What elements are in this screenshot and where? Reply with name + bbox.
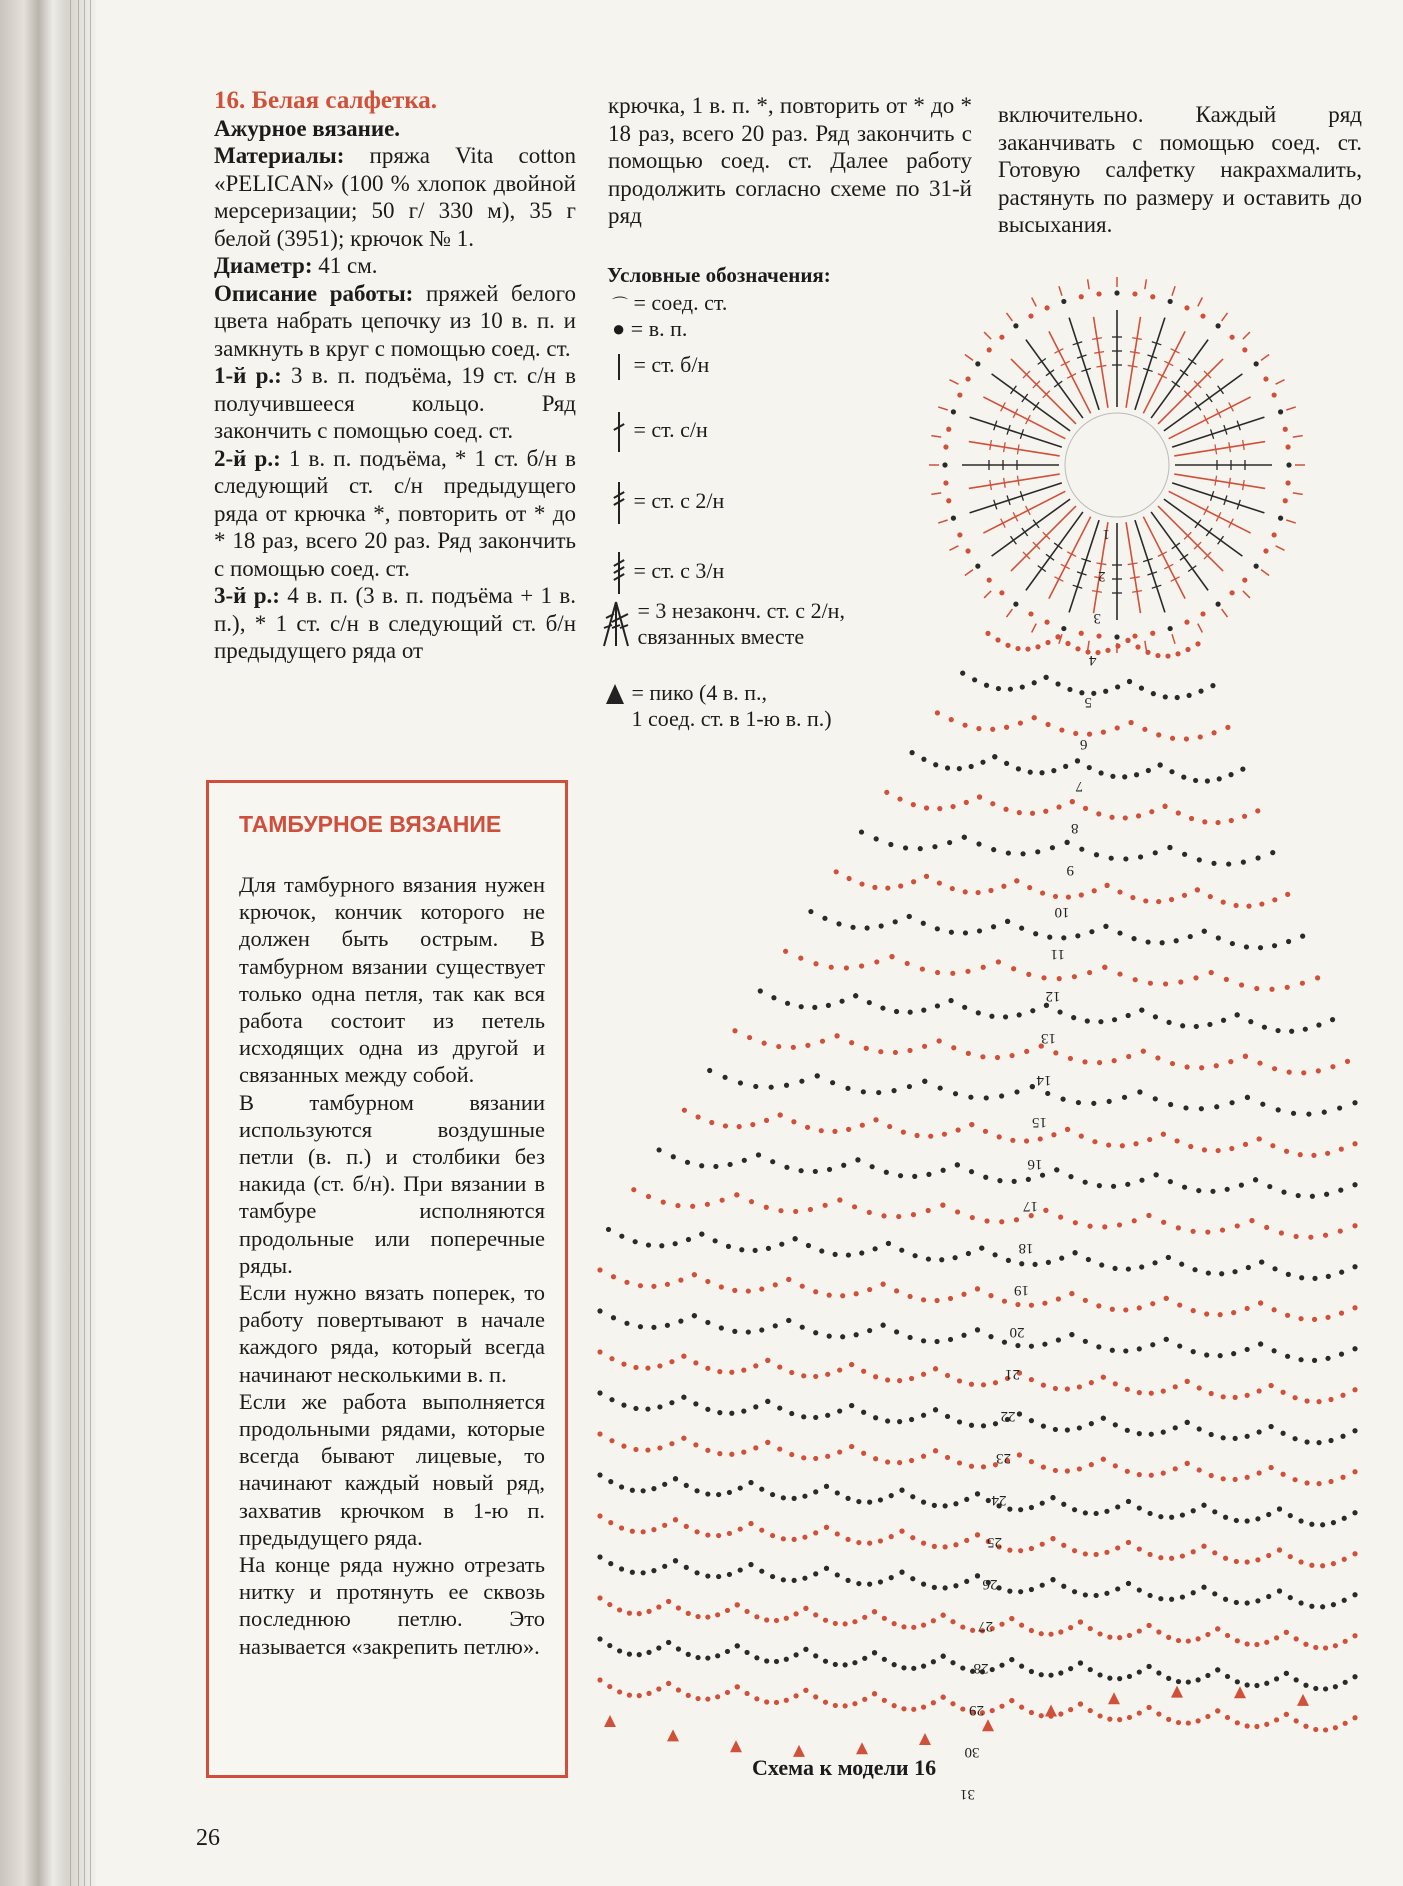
slip-stitch-icon: ⌒ [612,297,629,314]
column3-text: включительно. Каждый ряд заканчивать с помощью соед. ст. Готовую салфетку накрахмалить, растянуть по размеру и оставить до высыхания. [998,102,1362,237]
row-number-label: 25 [987,1534,1002,1550]
legend-title: Условные обозначения: [607,263,831,287]
row-number-label: 18 [1018,1240,1034,1256]
legend-item: = 3 незаконч. ст. с 2/н, связанных вместе [600,598,845,650]
row-number-label: 28 [973,1660,989,1676]
row2-text: 1 в. п. подъёма, * 1 ст. б/н в следующий ст. с/н предыдущего ряда от крючка *, повторить от * до * 18 раз, всего 20 раз. Ряд закончить с помощью соед. ст. [214,445,576,581]
row-number-label: 7 [1075,778,1083,794]
sidebar-paragraph: Если же работа выполняется продольными рядами, которые всегда бывают лицевые, то начинают каждый новый ряд, захватив крючком в 1-ю п. предыдущего ряда. [239,1388,545,1550]
legend-item: = пико (4 в. п., 1 соед. ст. в 1-ю в. п.) [604,680,832,732]
row-number-label: 31 [960,1786,975,1802]
row-number-label: 14 [1036,1072,1052,1088]
row-number-label: 21 [1005,1366,1020,1382]
row-number-label: 20 [1009,1324,1025,1340]
materials-text: пряжа Vita cotton «PELICAN» (100 % хлопок двойной мерсеризации; 50 г/ 330 м), 35 г белой (3951); крючок № 1. [214,143,576,251]
row-number-label: 23 [996,1450,1011,1466]
chain-stitch-icon: ● [612,316,626,341]
article-subtitle: Ажурное вязание. [214,115,401,141]
sidebar-paragraph: Если нужно вязать поперек, то работу повертывают в начале каждого ряда, который всегда начинают несколькими в. п. [239,1280,545,1387]
sidebar-paragraph: На конце ряда нужно отрезать нитку и протянуть ее сквозь последнюю петлю. Это называется «закрепить петлю». [239,1552,545,1659]
row-number-label: 6 [1080,736,1088,752]
row3-label: 3-й р.: [214,583,280,608]
description-label: Описание работы: [214,280,414,306]
legend-item: = ст. с 2/н [612,482,724,524]
row-number-label: 10 [1054,904,1070,920]
article-title: 16. Белая салфетка. [214,87,438,114]
sidebar-paragraph: Для тамбурного вязания нужен крючок, кончик которого не должен быть острым. В тамбурном вязании существует только одна петля, так как вся работа состоит из петель исходящих одна из другой и связанных между собой. [239,872,545,1088]
sidebar-title: ТАМБУРНОЕ ВЯЗАНИЕ [239,811,502,837]
row-number-label: 2 [1098,568,1106,584]
materials-label: Материалы: [214,143,345,168]
row-number-label: 22 [1000,1408,1016,1424]
row-number-label: 3 [1093,610,1101,626]
row-number-label: 26 [982,1576,998,1592]
description-text: пряжей белого цвета набрать цепочку из 10 в. п. и замкнуть в круг с помощью соед. ст. [214,280,576,361]
diameter-label: Диаметр: [214,253,313,278]
legend-item: ● = в. п. [612,316,688,341]
row-number-label: 8 [1071,820,1079,836]
row-number-label: 13 [1041,1030,1056,1046]
row-number-label: 4 [1089,652,1097,668]
column2-text: крючка, 1 в. п. *, повторить от * до * 18 раз, всего 20 раз. Ряд закончить с помощью соед. ст. Далее работу продолжить согласно схеме по 31-й ряд [608,93,972,228]
row-number-label: 27 [978,1618,993,1634]
row-number-label: 16 [1027,1156,1043,1172]
row-number-label: 11 [1050,946,1065,962]
diameter-text: 41 см. [318,253,378,278]
diagram-rows [597,631,1357,1757]
legend-item: = ст. с/н [612,412,708,452]
diagram-caption: Схема к модели 16 [752,1755,937,1780]
legend-item: = ст. б/н [612,352,709,380]
row-number-label: 15 [1032,1114,1047,1130]
diagram-center-circle [929,277,1305,653]
row1-label: 1-й р.: [214,363,282,388]
row1-text: 3 в. п. подъёма, 19 ст. с/н в получившееся кольцо. Ряд закончить с помощью соед. ст. [214,363,577,443]
legend-item: ⌒ = соед. ст. [612,290,728,315]
row-number-label: 12 [1045,988,1061,1004]
page-number: 26 [196,1825,220,1851]
row-number-label: 1 [1102,526,1110,542]
row-number-label: 29 [969,1702,984,1718]
row-number-label: 19 [1014,1282,1029,1298]
row2-label: 2-й р.: [214,445,281,471]
row3-text: 4 в. п. (3 в. п. подъёма + 1 в. п.), * 1 ст. с/н в следующий ст. б/н предыдущего ряда от [214,583,576,663]
row-number-label: 24 [991,1492,1007,1508]
sidebar-paragraph: В тамбурном вязании используются воздушные петли (в. п.) и столбики без накида (ст. б/н). При вязании в тамбуре исполняются продольные или поперечные ряды. [239,1089,545,1278]
row-number-label: 5 [1084,694,1092,710]
row-number-label: 9 [1066,862,1074,878]
row-number-label: 30 [964,1744,980,1760]
row-number-label: 17 [1023,1198,1038,1214]
legend-item: = ст. с 3/н [612,552,724,594]
